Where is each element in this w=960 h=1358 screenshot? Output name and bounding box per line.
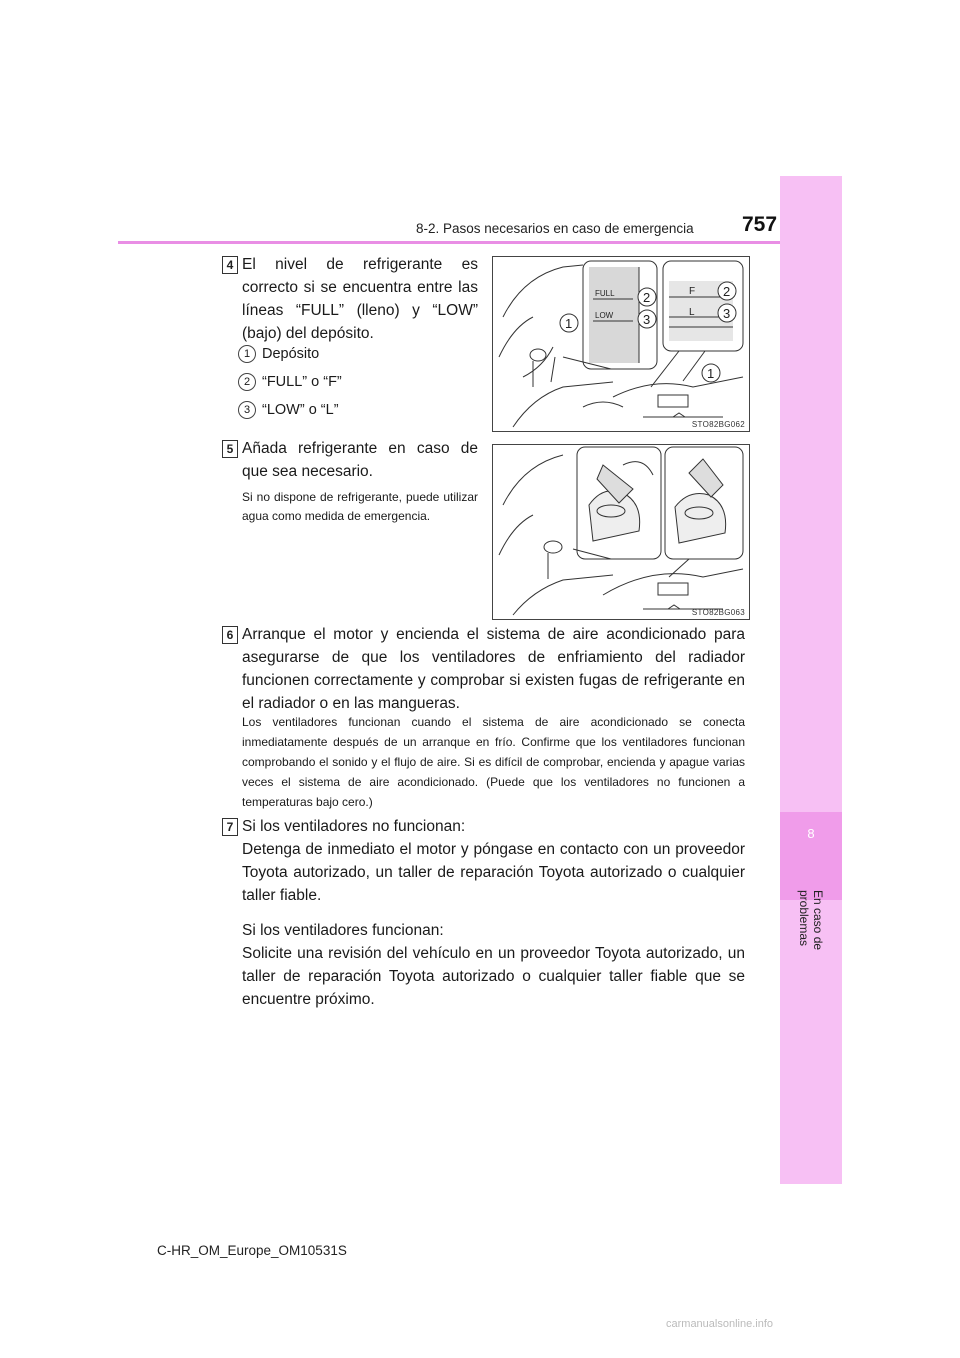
add-coolant-figure bbox=[492, 444, 750, 620]
legend-list bbox=[238, 342, 478, 422]
legend-item bbox=[238, 398, 478, 422]
legend-item bbox=[238, 370, 478, 394]
fans-working-text: Solicite una revisión del vehículo en un proveedor Toyota autorizado, un taller de reparación Toyota autorizado o cualquier taller fiable que se encuentre próximo. bbox=[242, 945, 745, 1008]
legend-label: “LOW” o “L” bbox=[262, 402, 339, 418]
full-mark: FULL bbox=[595, 289, 615, 298]
legend-item bbox=[238, 342, 478, 366]
figure-code: STO82BG062 bbox=[691, 420, 745, 429]
chapter-title: En caso de problemas bbox=[797, 890, 825, 951]
engine-bay-illustration bbox=[493, 257, 749, 431]
chapter-side-tab bbox=[780, 176, 842, 1184]
fans-not-working-heading: Si los ventiladores no funcionan: bbox=[242, 818, 466, 835]
f-mark: F bbox=[689, 286, 696, 297]
fans-working-heading: Si los ventiladores funcionan: bbox=[242, 922, 444, 939]
low-mark: LOW bbox=[595, 311, 614, 320]
callout-3-icon: 3 bbox=[238, 401, 256, 419]
figure-callout-1: 1 bbox=[565, 316, 573, 331]
step-badge-4: 4 bbox=[222, 256, 238, 274]
figure-callout-2: 2 bbox=[723, 284, 731, 299]
fans-not-working-text: Detenga de inmediato el motor y póngase en contacto con un proveedor Toyota autorizado, un taller de reparación Toyota autorizado o cualquier taller fiable. bbox=[242, 841, 745, 904]
section-title: 8-2. Pasos necesarios en caso de emergencia bbox=[416, 221, 694, 236]
document-id: C-HR_OM_Europe_OM10531S bbox=[157, 1243, 347, 1258]
callout-1-icon: 1 bbox=[238, 345, 256, 363]
step-badge-7: 7 bbox=[222, 818, 238, 836]
figure-callout-3: 3 bbox=[643, 312, 651, 327]
figure-callout-3: 3 bbox=[723, 306, 731, 321]
figure-code: STO82BG063 bbox=[691, 608, 745, 617]
coolant-reservoir-figure bbox=[492, 256, 750, 432]
step-4-text: El nivel de refrigerante es correcto si se encuentra entre las líneas “FULL” (lleno) y “LOW” (bajo) del depósito. bbox=[242, 256, 478, 342]
step-badge-5: 5 bbox=[222, 440, 238, 458]
watermark: carmanualsonline.info bbox=[666, 1318, 774, 1330]
header-rule bbox=[118, 241, 780, 244]
chapter-number: 8 bbox=[807, 826, 815, 841]
page-number: 757 bbox=[742, 213, 778, 236]
refill-illustration bbox=[493, 445, 749, 619]
step-6-text: Arranque el motor y encienda el sistema de aire acondicionado para asegurarse de que los ventiladores de enfriamiento del radiador funcionen correctamente y comprobar si existen fugas de refrigerante en el radiador o en las mangueras. bbox=[242, 626, 745, 712]
step-7-block bbox=[242, 815, 745, 1011]
step-5-note: Si no dispone de refrigerante, puede utilizar agua como medida de emergencia. bbox=[242, 490, 478, 523]
legend-label: “FULL” o “F” bbox=[262, 374, 342, 390]
step-badge-6: 6 bbox=[222, 626, 238, 644]
callout-2-icon: 2 bbox=[238, 373, 256, 391]
l-mark: L bbox=[689, 307, 695, 318]
figure-callout-1: 1 bbox=[707, 366, 715, 381]
legend-label: Depósito bbox=[262, 346, 320, 362]
figure-callout-2: 2 bbox=[643, 290, 651, 305]
step-6-note: Los ventiladores funcionan cuando el sistema de aire acondicionado se conecta inmediatamente después de un arranque en frío. Confirme que los ventiladores funcionan comprobando el sonido y el flujo de aire. Si es difícil de comprobar, encienda y apague varias veces el sistema de aire acondicionado. (Puede que los ventiladores no funcionen a temperaturas bajo cero.) bbox=[242, 715, 745, 809]
step-5-text: Añada refrigerante en caso de que sea necesario. bbox=[242, 440, 478, 480]
